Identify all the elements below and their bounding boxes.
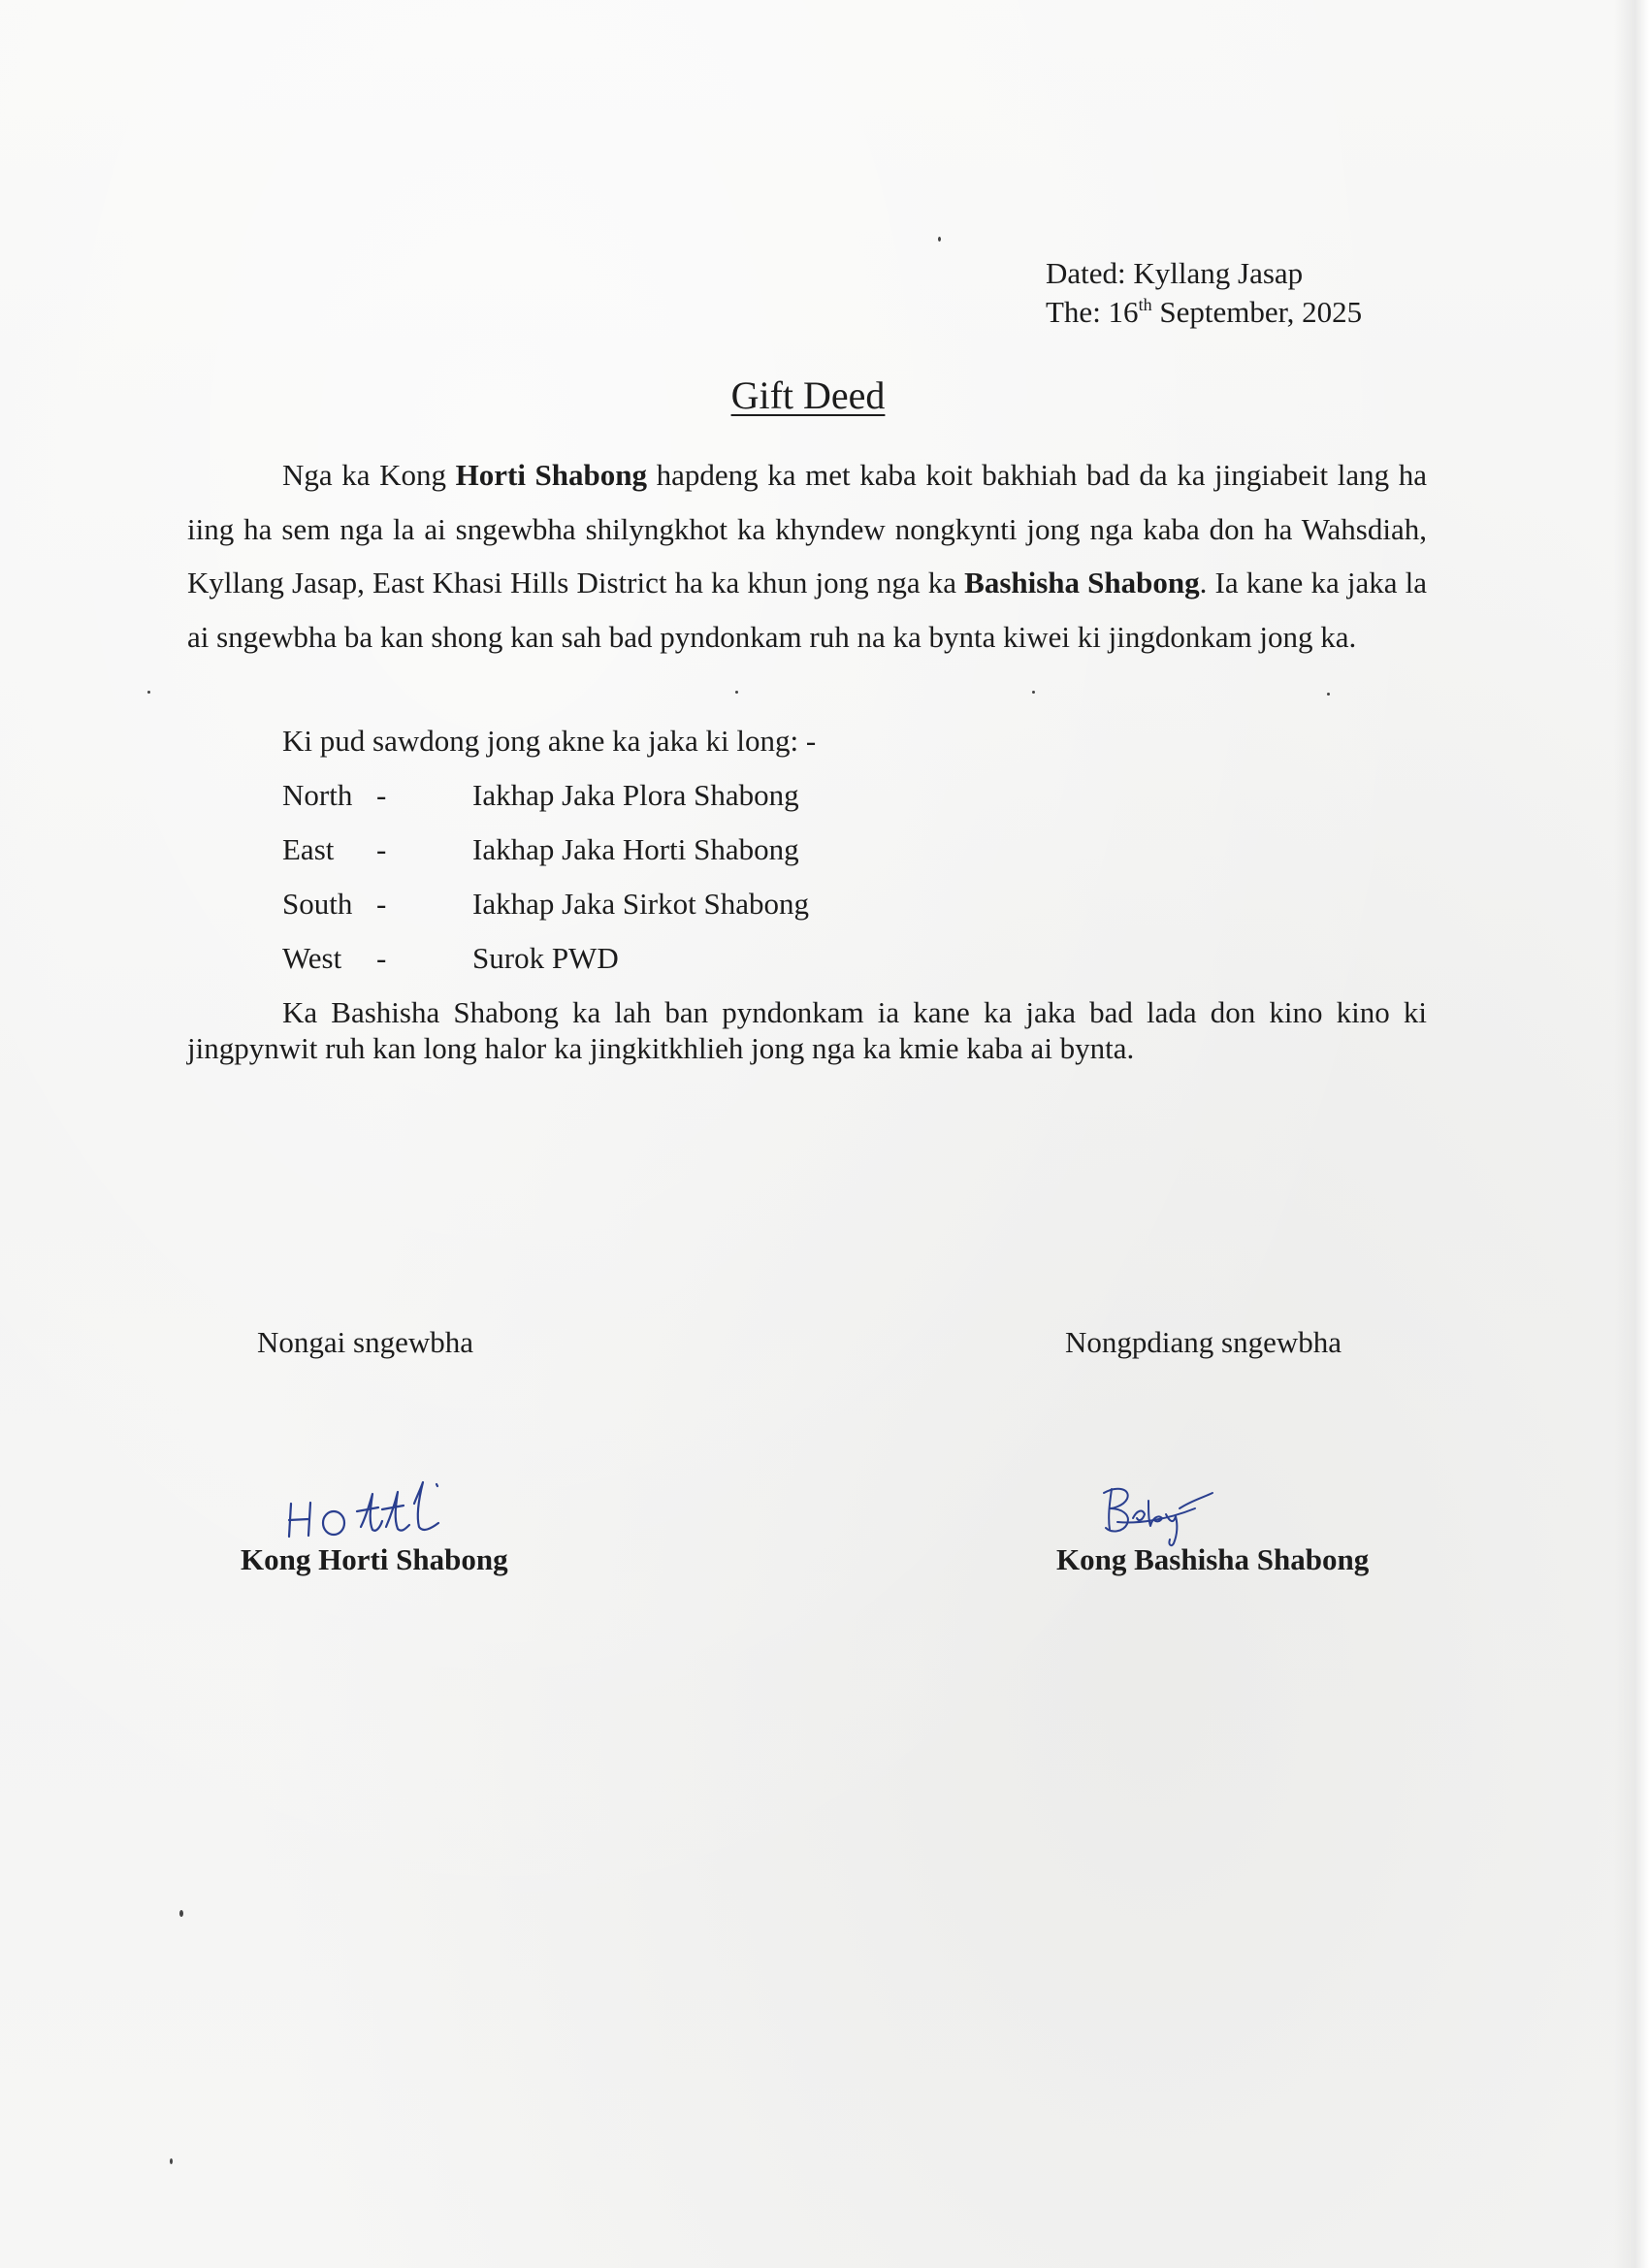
date-rest: September, 2025	[1151, 295, 1363, 329]
boundary-dash: -	[376, 832, 387, 866]
dated-place: Dated: Kyllang Jasap	[1046, 256, 1304, 290]
boundary-direction: West	[282, 941, 342, 975]
giver-name-signature: Kong Horti Shabong	[241, 1542, 508, 1576]
boundary-direction: North	[282, 778, 353, 812]
para1-text-2: hapdeng ka met kaba koit bakhiah bad da ka jingiabeit lang ha iing ha sem nga la ai sngewbha shilyngkhot ka khyndew nongkynti jong nga kaba don ha Wahsdiah, Kyllang Jasap, East Khasi Hills District ha ka khun jong nga ka	[187, 458, 1427, 599]
document-title: Gift Deed	[730, 373, 886, 417]
date-block	[1046, 254, 1362, 332]
receiver-signature	[1098, 1479, 1224, 1547]
boundary-owner: Iakhap Jaka Plora Shabong	[472, 778, 799, 812]
scan-edge	[1614, 0, 1649, 2268]
para1-text-3: . Ia kane ka jaka la ai sngewbha ba kan shong kan sah bad pyndonkam ruh na ka bynta kiwei ki jingdonkam jong ka.	[187, 566, 1427, 654]
dated-date	[1046, 293, 1362, 332]
boundary-dash: -	[376, 941, 387, 975]
receiver-name-signature: Kong Bashisha Shabong	[1056, 1542, 1370, 1576]
giver-role-label: Nongai sngewbha	[257, 1325, 473, 1359]
scan-speck	[170, 2158, 173, 2164]
deed-paragraph-1	[187, 448, 1427, 664]
boundary-owner: Iakhap Jaka Sirkot Shabong	[472, 887, 809, 921]
boundary-owner: Iakhap Jaka Horti Shabong	[472, 832, 799, 866]
date-suffix: th	[1138, 295, 1152, 314]
boundary-dash: -	[376, 887, 387, 921]
deed-paragraph-2: Ka Bashisha Shabong ka lah ban pyndonkam ia kane ka jaka bad lada don kino kino ki jingpynwit ruh kan long halor ka jingkitkhlieh jong nga ka kmie kaba ai bynta.	[187, 995, 1427, 1065]
para1-text-1: Nga ka Kong	[282, 458, 456, 492]
giver-name-bold: Horti Shabong	[455, 458, 648, 492]
scan-speck	[938, 237, 941, 242]
scan-speck	[1327, 693, 1330, 696]
date-prefix: The: 16	[1046, 295, 1139, 329]
boundary-dash: -	[376, 778, 387, 812]
boundary-direction: South	[282, 887, 353, 921]
boundary-owner: Surok PWD	[472, 941, 619, 975]
boundary-direction: East	[282, 832, 335, 866]
receiver-role-label: Nongpdiang sngewbha	[1065, 1325, 1342, 1359]
boundary-intro: Ki pud sawdong jong akne ka jaka ki long: -	[282, 724, 817, 758]
receiver-name-bold: Bashisha Shabong	[964, 566, 1200, 599]
giver-signature	[281, 1476, 466, 1544]
scan-speck	[735, 691, 738, 694]
scan-speck	[147, 691, 150, 694]
scan-speck	[179, 1910, 183, 1917]
scan-speck	[1032, 691, 1035, 694]
